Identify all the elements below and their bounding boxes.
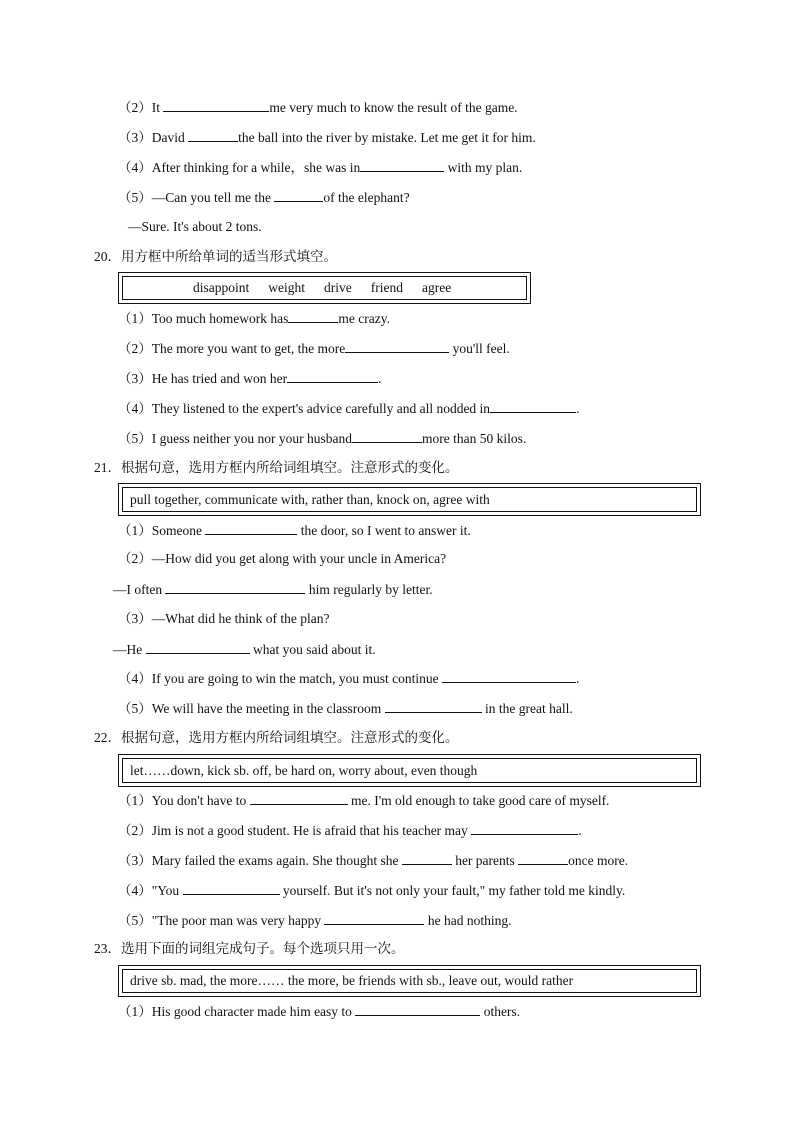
q20-item-2: （2）The more you want to get, the more you'll feel.: [118, 341, 510, 356]
answer-blank[interactable]: [442, 670, 576, 683]
q19-answer-line: —Sure. It's about 2 tons.: [128, 219, 262, 234]
q21-phrase-box: [118, 483, 701, 516]
q21-title: 21．根据句意，选用方框内所给词组填空。注意形式的变化。: [94, 460, 459, 475]
q21-item-1: （1）Someone the door, so I went to answer it.: [118, 523, 471, 538]
q22-item-5: （5）"The poor man was very happy he had nothing.: [118, 913, 512, 928]
answer-blank[interactable]: [183, 882, 280, 895]
q22-item-4: （4）"You yourself. But it's not only your fault," my father told me kindly.: [118, 883, 626, 898]
q23-item-1: （1）His good character made him easy to others.: [118, 1004, 521, 1019]
answer-blank[interactable]: [355, 1003, 480, 1016]
answer-blank[interactable]: [163, 99, 269, 112]
q22-phrase-box: [118, 754, 701, 787]
word-agree: agree: [421, 280, 452, 295]
q20-item-1: （1）Too much homework has me crazy.: [118, 311, 390, 326]
q20-word-box: [118, 272, 531, 304]
word-weight: weight: [268, 280, 305, 295]
q20-item-4: （4）They listened to the expert's advice carefully and all nodded in .: [118, 401, 580, 416]
q19-item-2: （2）It me very much to know the result of the game.: [118, 100, 518, 115]
q22-title: 22．根据句意，选用方框内所给词组填空。注意形式的变化。: [94, 730, 459, 745]
q22-item-1: （1）You don't have to me. I'm old enough to take good care of myself.: [118, 793, 610, 808]
q21-item-3-answer: —He what you said about it.: [113, 642, 376, 657]
answer-blank[interactable]: [490, 400, 576, 413]
answer-blank[interactable]: [205, 522, 297, 535]
answer-blank[interactable]: [146, 641, 250, 654]
q19-item-4: （4）After thinking for a while，she was in with my plan.: [118, 160, 523, 175]
q21-phrase-list: pull together, communicate with, rather than, knock on, agree with: [130, 491, 490, 507]
answer-blank[interactable]: [165, 581, 305, 594]
q21-item-2-answer: —I often him regularly by letter.: [113, 582, 433, 597]
answer-blank[interactable]: [518, 852, 568, 865]
q20-item-3: （3）He has tried and won her .: [118, 371, 382, 386]
q19-item-3: （3）David the ball into the river by mistake. Let me get it for him.: [118, 130, 536, 145]
q23-phrase-box: [118, 965, 701, 997]
answer-blank[interactable]: [352, 430, 422, 443]
q21-item-5: （5）We will have the meeting in the classroom in the great hall.: [118, 701, 573, 716]
answer-blank[interactable]: [345, 340, 449, 353]
q20-item-5: （5）I guess neither you nor your husband more than 50 kilos.: [118, 431, 527, 446]
answer-blank[interactable]: [274, 189, 323, 202]
q21-item-2: （2）—How did you get along with your uncle in America?: [118, 551, 447, 566]
q21-item-3: （3）—What did he think of the plan?: [118, 611, 330, 626]
answer-blank[interactable]: [324, 912, 424, 925]
word-disappoint: disappoint: [193, 280, 250, 295]
answer-blank[interactable]: [385, 700, 482, 713]
q20-title: 20．用方框中所给单词的适当形式填空。: [94, 249, 337, 264]
q19-item-5: （5）—Can you tell me the of the elephant?: [118, 190, 410, 205]
answer-blank[interactable]: [402, 852, 452, 865]
q23-phrase-list: drive sb. mad, the more…… the more, be friends with sb., leave out, would rather: [130, 973, 574, 988]
q21-item-4: （4）If you are going to win the match, you must continue .: [118, 671, 580, 686]
word-drive: drive: [324, 280, 352, 295]
q23-title: 23．选用下面的词组完成句子。每个选项只用一次。: [94, 941, 405, 956]
answer-blank[interactable]: [288, 310, 338, 323]
answer-blank[interactable]: [471, 822, 578, 835]
q22-item-3: （3）Mary failed the exams again. She thought she her parents once more.: [118, 853, 629, 868]
answer-blank[interactable]: [188, 129, 238, 142]
answer-blank[interactable]: [360, 159, 444, 172]
q22-item-2: （2）Jim is not a good student. He is afraid that his teacher may .: [118, 823, 582, 838]
answer-blank[interactable]: [287, 370, 378, 383]
q22-phrase-list: let……down, kick sb. off, be hard on, worry about, even though: [130, 762, 478, 778]
answer-blank[interactable]: [250, 792, 348, 805]
word-friend: friend: [370, 280, 403, 295]
